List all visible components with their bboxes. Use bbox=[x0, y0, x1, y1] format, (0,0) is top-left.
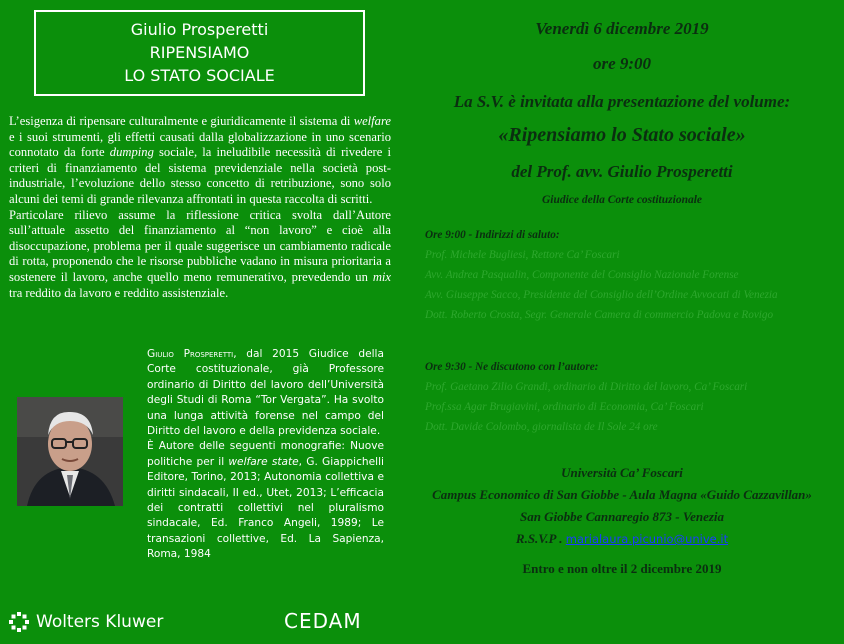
speaker-item: Avv. Giuseppe Sacco, Presidente del Consiglio dell’Ordine Avvocati di Venezia bbox=[425, 289, 778, 301]
description-paragraph-2: Particolare rilievo assume la riflessione critica svolta dall’Autore sull’attuale assetto del finanziamento al “non lavoro” e cioè alla disoccupazione, problema per il quale suggerisce un cambiamento radicale di rotta, proponendo che le risorse pubbliche vadano in misura prioritaria a sostenere il lavoro, anche quello meno remunerativo, prevedendo un mix tra reddito da lavoro e reddito assistenziale. bbox=[9, 207, 391, 300]
session-1-heading: Ore 9:00 - Indirizzi di saluto: bbox=[425, 229, 560, 241]
invitation-panel bbox=[400, 0, 844, 644]
venue-campus: Campus Economico di San Giobbe - Aula Magna «Guido Cazzavillan» bbox=[432, 487, 812, 502]
program-session-2 bbox=[425, 357, 747, 437]
title-box bbox=[34, 10, 365, 96]
author-line: del Prof. avv. Giulio Prosperetti bbox=[511, 162, 733, 181]
author-role: Giudice della Corte costituzionale bbox=[541, 194, 703, 206]
book-title: «Ripensiamo lo Stato sociale» bbox=[498, 124, 746, 146]
event-time: ore 9:00 bbox=[592, 54, 652, 73]
rsvp-email-link[interactable]: marialaura.picunio@unive.it bbox=[565, 532, 729, 546]
speaker-item: Prof. Michele Bugliesi, Rettore Ca’ Foscari bbox=[425, 249, 620, 261]
invitation-line: La S.V. è invitata alla presentazione del volume: bbox=[453, 92, 791, 111]
speaker-item: Dott. Roberto Crosta, Segr. Generale Camera di commercio Padova e Rovigo bbox=[425, 309, 774, 321]
rsvp-line bbox=[400, 528, 844, 550]
program-session-1 bbox=[425, 225, 778, 325]
rsvp-deadline: Entro e non oltre il 2 dicembre 2019 bbox=[522, 561, 722, 576]
cedam-logo: CEDAM bbox=[284, 609, 362, 633]
wolters-kluwer-mark-icon bbox=[8, 611, 30, 633]
speaker-item: Dott. Davide Colombo, giornalista de Il Sole 24 ore bbox=[425, 421, 658, 433]
description-paragraph-1: L’esigenza di ripensare culturalmente e giuridicamente il sistema di welfare e i suoi strumenti, gli effetti causati dalla globalizzazione in uno scenario connotato da forte dumping sociale, la ineludibile necessità di rivedere i criteri di finanziamento del sistema previdenziale nella società post-industriale, l’evoluzione dello stesso concetto di retribuzione, sono solo alcuni dei temi di grande rilevanza affrontati in questa raccolta di scritti. bbox=[9, 114, 391, 206]
book-title-line1: RIPENSIAMO bbox=[149, 43, 250, 62]
wolters-kluwer-logo bbox=[8, 611, 163, 633]
bio-paragraph-1: Giulio Prosperetti, dal 2015 Giudice della Corte costituzionale, già Professore ordinario di Diritto del lavoro dell’Università degli Studi di Roma “Tor Vergata”. Ha svolto una lunga attività forense nel campo del Diritto del lavoro e della previdenza sociale. bbox=[147, 348, 384, 438]
author-portrait bbox=[17, 397, 123, 506]
speaker-item: Prof. Gaetano Zilio Grandi, ordinario di Diritto del lavoro, Ca’ Foscari bbox=[425, 381, 748, 393]
event-date: Venerdì 6 dicembre 2019 bbox=[535, 19, 709, 38]
rsvp-label: R.S.V.P . bbox=[515, 531, 563, 546]
wolters-kluwer-text: Wolters Kluwer bbox=[36, 612, 164, 632]
book-description bbox=[9, 114, 391, 301]
session-2-heading: Ore 9:30 - Ne discutono con l’autore: bbox=[425, 361, 599, 373]
book-title-line2: LO STATO SOCIALE bbox=[124, 66, 275, 85]
speaker-item: Prof.ssa Agar Brugiavini, ordinario di Economia, Ca’ Foscari bbox=[425, 401, 704, 413]
author-bio bbox=[147, 347, 384, 563]
bio-paragraph-2: È Autore delle seguenti monografie: Nuove politiche per il welfare state, G. Giappichelli Editore, Torino, 2013; Autonomia collettiva e diritti sindacali, II ed., Utet, 2013; L’efficacia dei contratti collettivi nel pluralismo sindacale, Ed. Franco Angeli, 1989; Le transazioni collettive, Ed. La Sapienza, Roma, 1984 bbox=[147, 440, 384, 561]
venue-university: Università Ca’ Foscari bbox=[561, 465, 683, 480]
book-author: Giulio Prosperetti bbox=[130, 20, 269, 39]
speaker-item: Avv. Andrea Pasqualin, Componente del Consiglio Nazionale Forense bbox=[425, 269, 739, 281]
venue-address: San Giobbe Cannaregio 873 - Venezia bbox=[519, 509, 725, 524]
